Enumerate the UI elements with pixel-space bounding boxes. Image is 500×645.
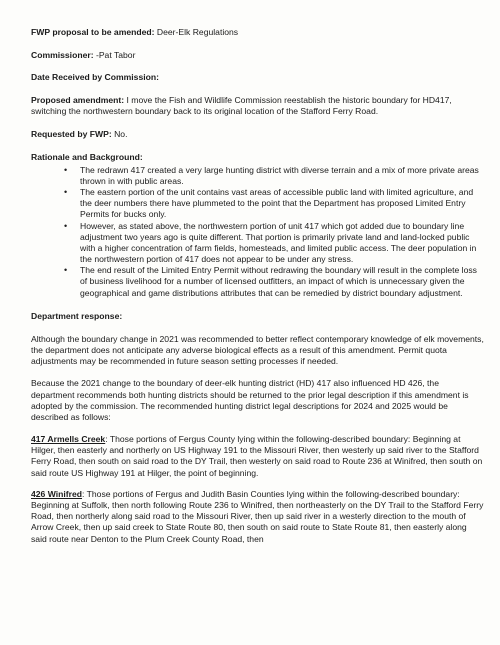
hd426-title: 426 Winifred <box>31 488 83 499</box>
hd426-text: : Those portions of Fergus and Judith Basin Counties lying within the following-described boundary: Beginning at Suffolk, then north following Route 236 to Winifred, then northeasterly on the DY Trail to the Stafford Ferry Road, then northerly along said road to the Missouri River, then up said river in a westerly direction to the mouth of Arrow Creek, then up said creek to State Route 80, then south on said route to State Route 81, then easterly along said route near Denton to the Plum Creek County Road, then <box>31 488 484 544</box>
rationale-list <box>31 165 484 299</box>
proposal-label: FWP proposal to be amended: <box>31 27 155 37</box>
amendment-text: I move the Fish and Wildlife Commission reestablish the historic boundary for HD417, switching the northwestern boundary back to its original location of the Stafford Ferry Road. <box>31 95 452 117</box>
requested-line <box>31 129 484 140</box>
hd426-description <box>31 489 484 545</box>
hd417-text: : Those portions of Fergus County lying within the following-described boundary: Beginning at Hilger, then easterly and northerly on US Highway 191 to the Missouri River, then westerly up said river to the Stafford Ferry Road, then south on said road to the DY Trail, then westerly on said road to Route 236 at Winifred, then south on said route US Highway 191 at Hilger, the point of beginning. <box>31 434 483 478</box>
rationale-bullet: • The redrawn 417 created a very large hunting district with diverse terrain and a mix of more private areas thrown in with public areas. <box>80 165 484 187</box>
requested-label: Requested by FWP: <box>31 128 112 139</box>
hd417-title: 417 Armells Creek <box>31 434 106 445</box>
rationale-bullet: • However, as stated above, the northwestern portion of unit 417 which got added due to boundary line adjustment two years ago is quite different. That portion is primarily private land and land-locked public with a higher concentration of farm fields, homesteads, and limited public access. The deer population in the northwestern portion of 417 does not appear to be under any stress. <box>80 221 484 266</box>
amendment-paragraph <box>31 95 484 117</box>
requested-value: No. <box>114 128 128 139</box>
response-paragraph-1: Although the boundary change in 2021 was recommended to better reflect contemporary knowledge of elk movements, the department does not anticipate any adverse biological effects as a result of this amendment. Permit quota adjustments may be recommended in future season setting processes if needed. <box>31 333 484 367</box>
commissioner-value: -Pat Tabor <box>95 49 136 60</box>
proposal-line <box>31 27 484 38</box>
commissioner-label: Commissioner: <box>31 49 94 60</box>
proposal-value: Deer-Elk Regulations <box>156 27 239 37</box>
rationale-bullet: • The eastern portion of the unit contains vast areas of accessible public land with limited agriculture, and the deer numbers there have plummeted to the point that the Department has proposed Limited Entry Permits for bucks only. <box>80 187 484 221</box>
commissioner-line <box>31 50 484 61</box>
rationale-bullet: • The end result of the Limited Entry Permit without redrawing the boundary will result in the complete loss of business livelihood for a number of licensed outfitters, an impact of which is unnecessary given the geographical and game distributions attributes that can be remedied by district boundary adjustment. <box>80 265 484 299</box>
date-received-label: Date Received by Commission: <box>31 72 159 83</box>
rationale-heading: Rationale and Background: <box>31 151 143 162</box>
amendment-label: Proposed amendment: <box>31 95 125 106</box>
hd417-description <box>31 434 484 479</box>
department-response-heading: Department response: <box>31 310 123 321</box>
response-paragraph-2: Because the 2021 change to the boundary of deer-elk hunting district (HD) 417 also influenced HD 426, the department recommends both hunting districts should be returned to the prior legal description if this amendment is adopted by the commission. The recommended hunting district legal descriptions for 2024 and 2025 would be described as follows: <box>31 378 469 422</box>
